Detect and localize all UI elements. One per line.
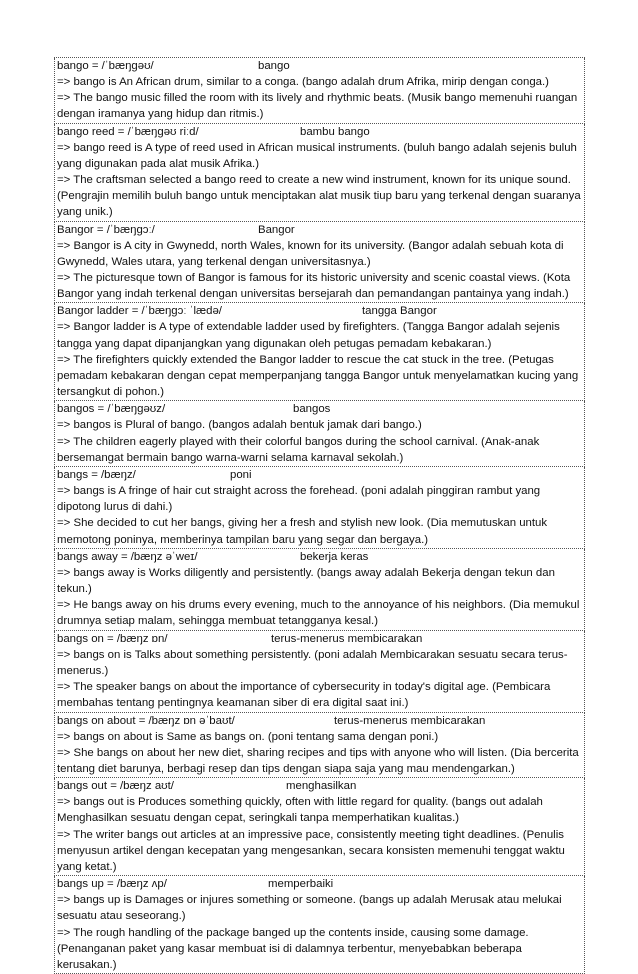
dictionary-entry (54, 124, 585, 222)
entry-header (57, 876, 582, 892)
dictionary-entry (54, 876, 585, 974)
definition: => bangs on about is Same as bangs on. (poni tentang sama dengan poni.) (57, 730, 439, 743)
definition: => bangs is A fringe of hair cut straight across the forehead. (poni adalah pinggiran rambut yang dipotong lurus di dahi.) (57, 485, 541, 514)
example: => The writer bangs out articles at an impressive pace, consistently meeting tight deadlines. (Penulis menyusun artikel dengan kecepatan yang mengesankan, secara konsisten memenuhi tenggat waktu yang ketat.) (57, 828, 565, 873)
dictionary-entry (54, 303, 585, 401)
definition: => Bangor ladder is A type of extendable ladder used by firefighters. (Tangga Bangor adalah sejenis tangga yang dapat dipanjangkan yang digunakan oleh petugas pemadam kebakaran.) (57, 321, 560, 350)
translation: memperbaiki (268, 878, 334, 891)
example: => The children eagerly played with their colorful bangos during the school carnival. (Anak-anak bersemangat bermain bango warna-warni selama karnaval sekolah.) (57, 435, 540, 464)
entry-header (57, 778, 582, 794)
entry-header (57, 124, 582, 140)
translation: bango (258, 60, 290, 72)
translation: poni (230, 469, 252, 482)
dictionary-entry (54, 631, 585, 713)
definition: => bango reed is A type of reed used in African musical instruments. (buluh bango adalah sejenis buluh yang digunakan pada alat musik Afrika.) (57, 141, 577, 170)
entry-header (57, 713, 582, 729)
translation: tangga Bangor (362, 305, 437, 318)
definition: => bangos is Plural of bango. (bangos adalah bentuk jamak dari bango.) (57, 419, 422, 432)
translation: bekerja keras (300, 550, 369, 563)
headword: Bangor ladder = /ˈbæŋɡɔː ˈlædə/ (57, 305, 222, 318)
entry-header (57, 467, 582, 483)
translation: menghasilkan (286, 780, 357, 793)
headword: bangs up = /bæŋz ʌp/ (57, 878, 167, 891)
headword: bangs on about = /bæŋz ɒn əˈbaʊt/ (57, 714, 235, 727)
example: => She decided to cut her bangs, giving her a fresh and stylish new look. (Dia memutuskan untuk memotong poninya, memberinya tampilan baru yang segar dan bergaya.) (57, 517, 548, 546)
dictionary-entry (54, 713, 585, 779)
headword: bangs out = /bæŋz aʊt/ (57, 780, 174, 793)
translation: terus-menerus membicarakan (271, 632, 423, 645)
definition: => bangs up is Damages or injures something or someone. (bangs up adalah Merusak atau melukai sesuatu atau seseorang.) (57, 894, 562, 923)
dictionary-entry (54, 549, 585, 631)
dictionary-page (54, 57, 585, 974)
example: => The firefighters quickly extended the Bangor ladder to rescue the cat stuck in the tree. (Petugas pemadam kebakaran dengan cepat memperpanjang tangga Bangor untuk menyelamatkan kucing yang tersangkut di pohon.) (57, 353, 579, 399)
entry-header (57, 222, 582, 238)
entry-header (57, 303, 582, 319)
translation: bambu bango (300, 125, 370, 138)
dictionary-entry (54, 58, 585, 124)
headword: bangs away = /bæŋz əˈweɪ/ (57, 550, 198, 563)
dictionary-entry (54, 222, 585, 304)
dictionary-entry (54, 401, 585, 467)
example: => He bangs away on his drums every evening, much to the annoyance of his neighbors. (Dia memukul drumnya setiap malam, sehingga membuat tetangganya kesal.) (57, 599, 580, 628)
definition: => bango is An African drum, similar to a conga. (bango adalah drum Afrika, mirip dengan conga.) (57, 76, 549, 88)
example: => The craftsman selected a bango reed to create a new wind instrument, known for its unique sound. (Pengrajin memilih buluh bango untuk menciptakan alat musik tiup baru yang terkenal dengan suaranya yang unik.) (57, 174, 581, 219)
definition: => bangs out is Produces something quickly, often with little regard for quality. (bangs out adalah Menghasilkan sesuatu dengan cepat, seringkali tanpa memperhatikan kualitas.) (57, 796, 543, 825)
example: => She bangs on about her new diet, sharing recipes and tips with anyone who will listen. (Dia bercerita tentang diet barunya, berbagi resep dan tips dengan siapa saja yang mau mendengarkan.) (57, 746, 579, 775)
translation: Bangor (258, 223, 295, 236)
example: => The picturesque town of Bangor is famous for its historic university and scenic coastal views. (Kota Bangor yang indah terkenal dengan universitas bersejarah dan pemandangan pantainya yang indah.) (57, 272, 571, 301)
headword: bangos = /ˈbæŋgəʊz/ (57, 403, 166, 416)
entry-header (57, 631, 582, 647)
dictionary-entry (54, 778, 585, 876)
headword: bango = /ˈbæŋgəʊ/ (57, 60, 154, 72)
translation: terus-menerus membicarakan (334, 714, 486, 727)
headword: Bangor = /ˈbæŋɡɔː/ (57, 223, 155, 236)
example: => The bango music filled the room with its lively and rhythmic beats. (Musik bango memenuhi ruangan dengan iramanya yang hidup dan ritmis.) (57, 92, 578, 121)
example: => The speaker bangs on about the importance of cybersecurity in today's digital age. (Pembicara membahas tentang pentingnya keamanan siber di era digital saat ini.) (57, 681, 551, 710)
entry-header (57, 58, 582, 74)
headword: bangs on = /bæŋz ɒn/ (57, 632, 168, 645)
definition: => Bangor is A city in Gwynedd, north Wales, known for its university. (Bangor adalah sebuah kota di Gwynedd, Wales utara, yang terkenal dengan universitasnya.) (57, 239, 564, 268)
headword: bango reed = /ˈbæŋgəʊ riːd/ (57, 125, 199, 138)
headword: bangs = /bæŋz/ (57, 469, 136, 482)
entry-header (57, 549, 582, 565)
definition: => bangs away is Works diligently and persistently. (bangs away adalah Bekerja dengan tekun dan tekun.) (57, 566, 555, 596)
entry-header (57, 401, 582, 417)
definition: => bangs on is Talks about something persistently. (poni adalah Membicarakan sesuatu secara terus-menerus.) (57, 648, 568, 677)
translation: bangos (293, 403, 331, 416)
example: => The rough handling of the package banged up the contents inside, causing some damage. (Penanganan paket yang kasar membuat isi di dalamnya terbentur, menyebabkan beberapa kerusakan.) (57, 926, 529, 971)
dictionary-entry (54, 467, 585, 549)
